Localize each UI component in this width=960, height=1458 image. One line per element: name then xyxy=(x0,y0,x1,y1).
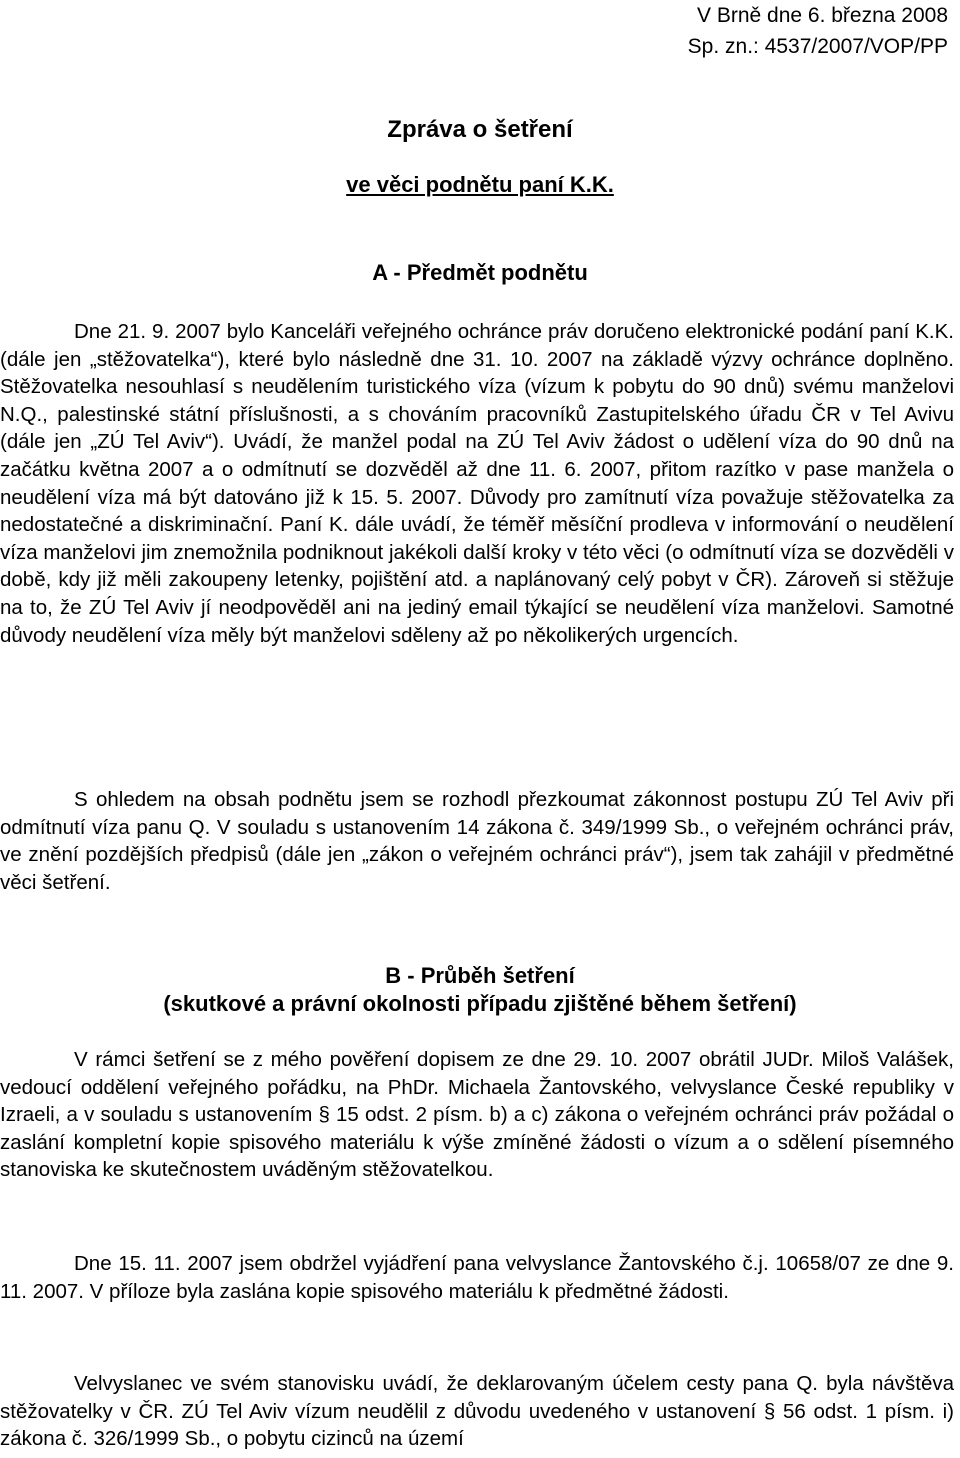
section-b-heading-line2: (skutkové a právní okolnosti případu zjištěné během šetření) xyxy=(163,991,797,1016)
report-subtitle: ve věci podnětu paní K.K. xyxy=(346,172,614,197)
section-a-heading: A - Předmět podnětu xyxy=(372,260,588,285)
paragraph-request: V rámci šetření se z mého pověření dopisem ze dne 29. 10. 2007 obrátil JUDr. Miloš Valášek, vedoucí oddělení veřejného pořádku, na PhDr. Michaela Žantovského, velvyslance České republiky v Izraeli, a v souladu s ustanovením § 15 odst. 2 písm. b) a c) zákona o veřejném ochránci práv požádal o zaslání kompletní kopie spisového materiálu k výše zmíněné žádosti o vízum a o sdělení písemného stanoviska ke skutečnostem uváděným stěžovatelkou. xyxy=(0,1048,954,1182)
place-date: V Brně dne 6. března 2008 xyxy=(696,4,948,27)
paragraph-decision: S ohledem na obsah podnětu jsem se rozhodl přezkoumat zákonnost postupu ZÚ Tel Aviv při odmítnutí víza panu Q. V souladu s ustanovením 14 zákona č. 349/1999 Sb., o veřejném ochránci práv, ve znění pozdějších předpisů (dále jen „zákon o veřejném ochránci práv“), jsem tak zahájil v předmětné věci šetření. xyxy=(0,788,954,894)
paragraph-subject: Dne 21. 9. 2007 bylo Kanceláři veřejného ochránce práv doručeno elektronické podání paní K.K. (dále jen „stěžovatelka“), které bylo následně dne 31. 10. 2007 na základě výzvy ochránce doplněno. Stěžovatelka nesouhlasí s neudělením turistického víza (vízum k pobytu do 90 dnů) svému manželovi N.Q., palestinské státní příslušnosti, a s chováním pracovníků Zastupitelského úřadu ČR v Tel Avivu (dále jen „ZÚ Tel Aviv“). Uvádí, že manžel podal na ZÚ Tel Aviv žádost o udělení víza do 90 dnů na začátku května 2007 a o odmítnutí se dozvěděl až dne 11. 6. 2007, přitom razítko v pase manžela o neudělení víza má být datováno již k 15. 5. 2007. Důvody pro zamítnutí víza považuje stěžovatelka za nedostatečné a diskriminační. Paní K. dále uvádí, že téměř měsíční prodleva v informování o neudělení víza manželovi jim znemožnila podniknout jakékoli další kroky v této věci (o odmítnutí víza se dozvěděli v době, kdy již měli zakoupeny letenky, pojištění atd. a naplánovaný celý pobyt v ČR). Zároveň si stěžuje na to, že ZÚ Tel Aviv jí neodpověděl ani na jediný email týkající se neudělení víza manželovi. Samotné důvody neudělení víza měly být manželovi sděleny až po několikerých urgencích. xyxy=(0,320,954,647)
reference-number: Sp. zn.: 4537/2007/VOP/PP xyxy=(687,35,948,58)
paragraph-ambassador: Velvyslanec ve svém stanovisku uvádí, že deklarovaným účelem cesty pana Q. byla návštěva stěžovatelky v ČR. ZÚ Tel Aviv vízum neudělil z důvodu uvedeného v ustanovení § 56 odst. 1 písm. i) zákona č. 326/1999 Sb., o pobytu cizinců na území xyxy=(0,1372,954,1451)
section-b-heading-line1: B - Průběh šetření xyxy=(385,963,575,988)
document-header xyxy=(688,0,948,62)
paragraph-response: Dne 15. 11. 2007 jsem obdržel vyjádření pana velvyslance Žantovského č.j. 10658/07 ze dne 9. 11. 2007. V příloze byla zaslána kopie spisového materiálu k předmětné žádosti. xyxy=(0,1252,954,1303)
report-title: Zpráva o šetření xyxy=(387,116,573,143)
section-b-heading xyxy=(0,962,960,1018)
